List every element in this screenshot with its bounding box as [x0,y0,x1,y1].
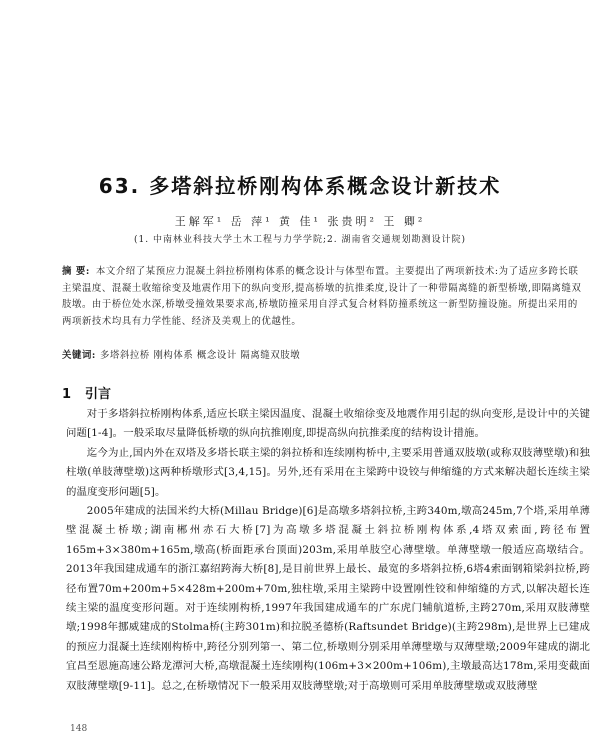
abstract [62,264,582,330]
section-number: 1 [62,387,72,402]
keywords-text: 多塔斜拉桥 刚构体系 概念设计 隔离缝双肢墩 [100,350,301,361]
author-list: 王解军¹ 岳 萍¹ 黄 佳¹ 张贵明² 王 卿² [174,215,426,228]
abstract-label: 摘 要: [62,266,90,277]
keywords [62,347,582,361]
affiliations: (1. 中南林业科技大学土木工程与力学学院;2. 湖南省交通规划勘测设计院) [134,235,466,245]
body-text [66,405,590,696]
paragraph: 对于多塔斜拉桥刚构体系,适应长联主梁因温度、混凝土收缩徐变及地震作用引起的纵向变形,是设计中的关键问题[1-4]。一般采取尽量降低桥墩的纵向抗推刚度,即提高纵向抗推柔度的结构设计措施。 [66,408,590,440]
paper-title: 63. 多塔斜拉桥刚构体系概念设计新技术 [98,174,502,198]
section-title: 引言 [85,387,112,402]
keywords-label: 关键词: [62,350,96,361]
paragraph: 2005年建成的法国米约大桥(Millau Bridge)[6]是高墩多塔斜拉桥,主跨340m,墩高245m,7个塔,采用单薄壁混凝土桥墩;湖南郴州赤石大桥[7]为高墩多塔混凝土斜拉桥刚构体系,4塔双索面,跨径布置165m+3×380m+165m,墩高(桥面距承台顶面)203m,采用单肢空心薄壁墩。单薄壁墩一般适应高墩结合。2013年我国建成通车的浙江嘉绍跨海大桥[8],是目前世界上最长、最宽的多塔斜拉桥,6塔4索面钢箱梁斜拉桥,跨径布置70m+200m+5×428m+200m+70m,独柱墩,采用主梁跨中设置刚性铰和伸缩缝的方式,以解决超长连续主梁的温度变形问题。对于连续刚构桥,1997年我国建成通车的广东虎门辅航道桥,主跨270m,采用双肢薄壁墩;1998年挪威建成的Stolma桥(主跨301m)和拉脱圣德桥(Raftsundet Bridge)(主跨298m),是世界上已建成的预应力混凝土连续刚构桥中,跨径分别列第一、第二位,桥墩则分别采用单薄壁墩与双薄壁墩;2009年建成的湖北宜昌至恩施高速公路龙潭河大桥,高墩混凝土连续刚构(106m+3×200m+106m),主墩最高达178m,采用变截面双肢薄壁墩[9-11]。总之,在桥墩情况下一般采用双肢薄壁墩;对于高墩则可采用单肢薄壁墩或双肢薄壁 [66,505,590,692]
page-number: 148 [70,724,88,734]
abstract-text: 本文介绍了某预应力混凝土斜拉桥刚构体系的概念设计与体型布置。主要提出了两项新技术:为了适应多跨长联主梁温度、混凝土收缩徐变及地震作用下的纵向变形,提高桥墩的抗推柔度,设计了一种带隔离缝的新型桥墩,即隔离缝双肢墩。由于桥位处水深,桥墩受撞效果要求高,桥墩防撞采用自浮式复合材料防撞系统这一新型防撞设施。所提出采用的两项新技术均具有力学性能、经济及美观上的优越性。 [62,266,582,327]
paragraph: 迄今为止,国内外在双塔及多塔长联主梁的斜拉桥和连续刚构桥中,主要采用普通双肢墩(或称双肢薄壁墩)和独柱墩(单肢薄壁墩)这两种桥墩形式[3,4,15]。另外,还有采用在主梁跨中设铰与伸缩缝的方式来解决超长连续主梁的温度变形问题[5]。 [66,446,590,498]
section-heading [62,383,111,402]
